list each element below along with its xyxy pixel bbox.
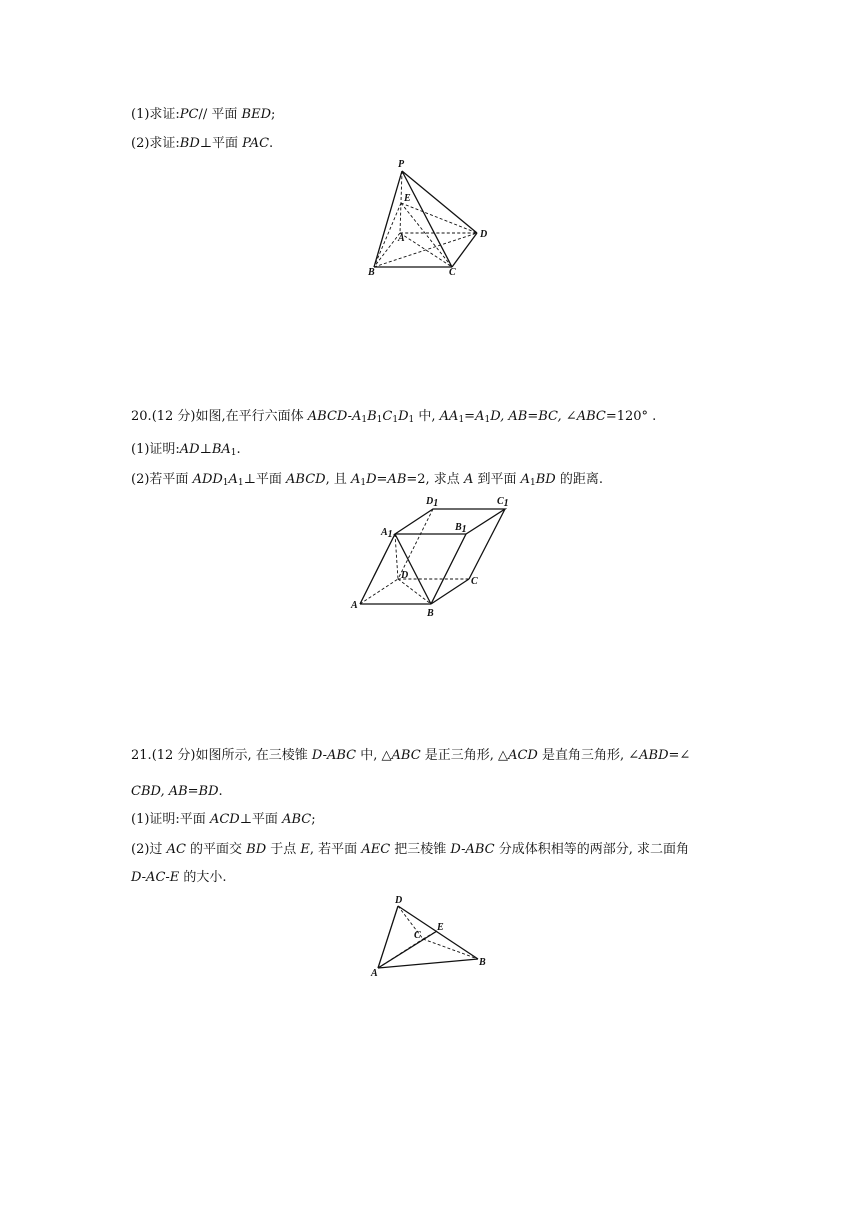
label-a1: A1 bbox=[381, 527, 393, 540]
label-e: E bbox=[437, 922, 444, 933]
label-a: A bbox=[351, 600, 358, 611]
q21-stem-line1: 21.(12 分)如图所示, 在三棱锥 D-ABC 中, △ABC 是正三角形, △ACD 是直角三角形, ∠ABD=∠ bbox=[131, 748, 691, 763]
label-c: C bbox=[449, 267, 456, 278]
q21-part2-line1: (2)过 AC 的平面交 BD 于点 E, 若平面 AEC 把三棱锥 D-ABC 分成体积相等的两部分, 求二面角 bbox=[131, 842, 690, 857]
q19-part2: (2)求证:BD⊥平面 PAC. bbox=[131, 136, 274, 151]
q20-parallelepiped-figure bbox=[345, 492, 520, 622]
q20-stem: 20.(12 分)如图,在平行六面体 ABCD-$A_1B_1C_1D_1$ 中, $AA_1=A_1D$, AB=BC, ∠ABC=120° . bbox=[131, 409, 657, 425]
label-b: B bbox=[427, 608, 434, 619]
label-b1: B1 bbox=[455, 522, 467, 535]
label-a: A bbox=[398, 233, 405, 244]
q21-stem-line2: CBD, AB=BD. bbox=[131, 784, 223, 799]
label-b: B bbox=[479, 957, 486, 968]
label-c: C bbox=[414, 930, 421, 941]
q20-part1: (1)证明$:AD\perp BA_1$. bbox=[131, 442, 241, 458]
q20-part2: (2)若平面 $ADD_1A_1\perp$平面 ABCD, 且 $A_1D=AB=2$, 求点 A 到平面 $A_1BD$ 的距离. bbox=[131, 472, 603, 488]
q21-tetrahedron-figure bbox=[365, 893, 495, 983]
q19-pyramid-figure bbox=[360, 155, 500, 280]
label-c: C bbox=[471, 576, 478, 587]
label-p: P bbox=[398, 159, 405, 170]
label-e: E bbox=[404, 193, 411, 204]
label-d: D bbox=[395, 895, 403, 906]
label-d: D bbox=[480, 229, 488, 240]
q19-part1: (1)求证:PC// 平面 BED; bbox=[131, 107, 276, 122]
q21-part2-line2: D-AC-E 的大小. bbox=[131, 870, 227, 885]
label-a: A bbox=[371, 968, 378, 979]
label-c1: C1 bbox=[497, 496, 509, 509]
label-d: D bbox=[401, 570, 409, 581]
q21-part1: (1)证明:平面 ACD⊥平面 ABC; bbox=[131, 812, 316, 827]
label-d1: D1 bbox=[426, 496, 439, 509]
label-b: B bbox=[368, 267, 375, 278]
